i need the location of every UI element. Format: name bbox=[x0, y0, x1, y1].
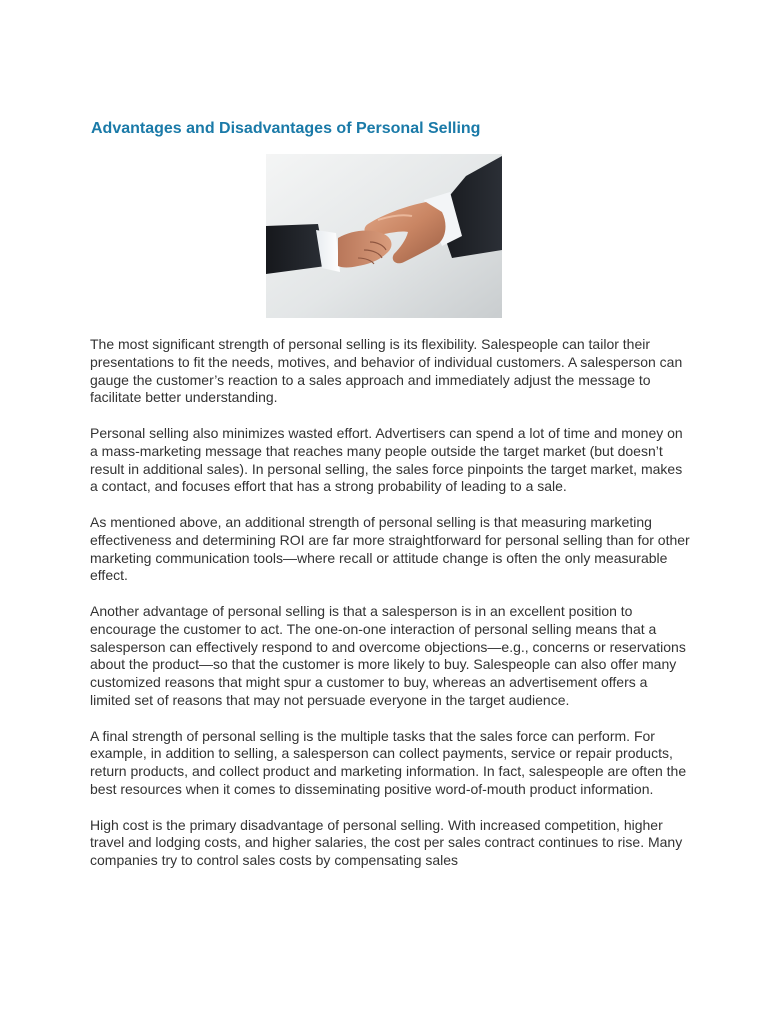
paragraph: Personal selling also minimizes wasted effort. Advertisers can spend a lot of time and money on a mass-marketing message that reaches many people outside the target market (but doesn’t result in additional sales). In personal selling, the sales force pinpoints the target market, makes a contact, and focuses effort that has a strong probability of leading to a sale. bbox=[90, 424, 683, 495]
paragraph: High cost is the primary disadvantage of personal selling. With increased competition, higher travel and lodging costs, and higher salaries, the cost per sales contract continues to rise. Many companies try to control sales costs by compensating sales bbox=[90, 816, 683, 869]
document-title: Advantages and Disadvantages of Personal Selling bbox=[91, 120, 481, 137]
paragraph: As mentioned above, an additional strength of personal selling is that measuring marketing effectiveness and determining ROI are far more straightforward for personal selling than for other marketing communication tools—where recall or attitude change is often the only measurable effect. bbox=[90, 513, 690, 584]
paragraph: Another advantage of personal selling is that a salesperson is in an excellent position to encourage the customer to act. The one-on-one interaction of personal selling means that a salesperson can effectively respond to and overcome objections—e.g., concerns or reservations about the product—so that the customer is more likely to buy. Salespeople can also offer many customized reasons that might spur a customer to buy, whereas an advertisement offers a limited set of reasons that may not persuade everyone in the target audience. bbox=[90, 602, 686, 708]
handshake-image bbox=[266, 154, 502, 318]
paragraph: The most significant strength of personal selling is its flexibility. Salespeople can tailor their presentations to fit the needs, motives, and behavior of individual customers. A salesperson can gauge the customer’s reaction to a sales approach and immediately adjust the message to facilitate better understanding. bbox=[90, 336, 683, 406]
document-body bbox=[90, 336, 690, 870]
paragraph: A final strength of personal selling is the multiple tasks that the sales force can perform. For example, in addition to selling, a salesperson can collect payments, service or repair products, return products, and collect product and marketing information. In fact, salespeople are often the best resources when it comes to disseminating positive word-of-mouth product information. bbox=[90, 727, 687, 797]
